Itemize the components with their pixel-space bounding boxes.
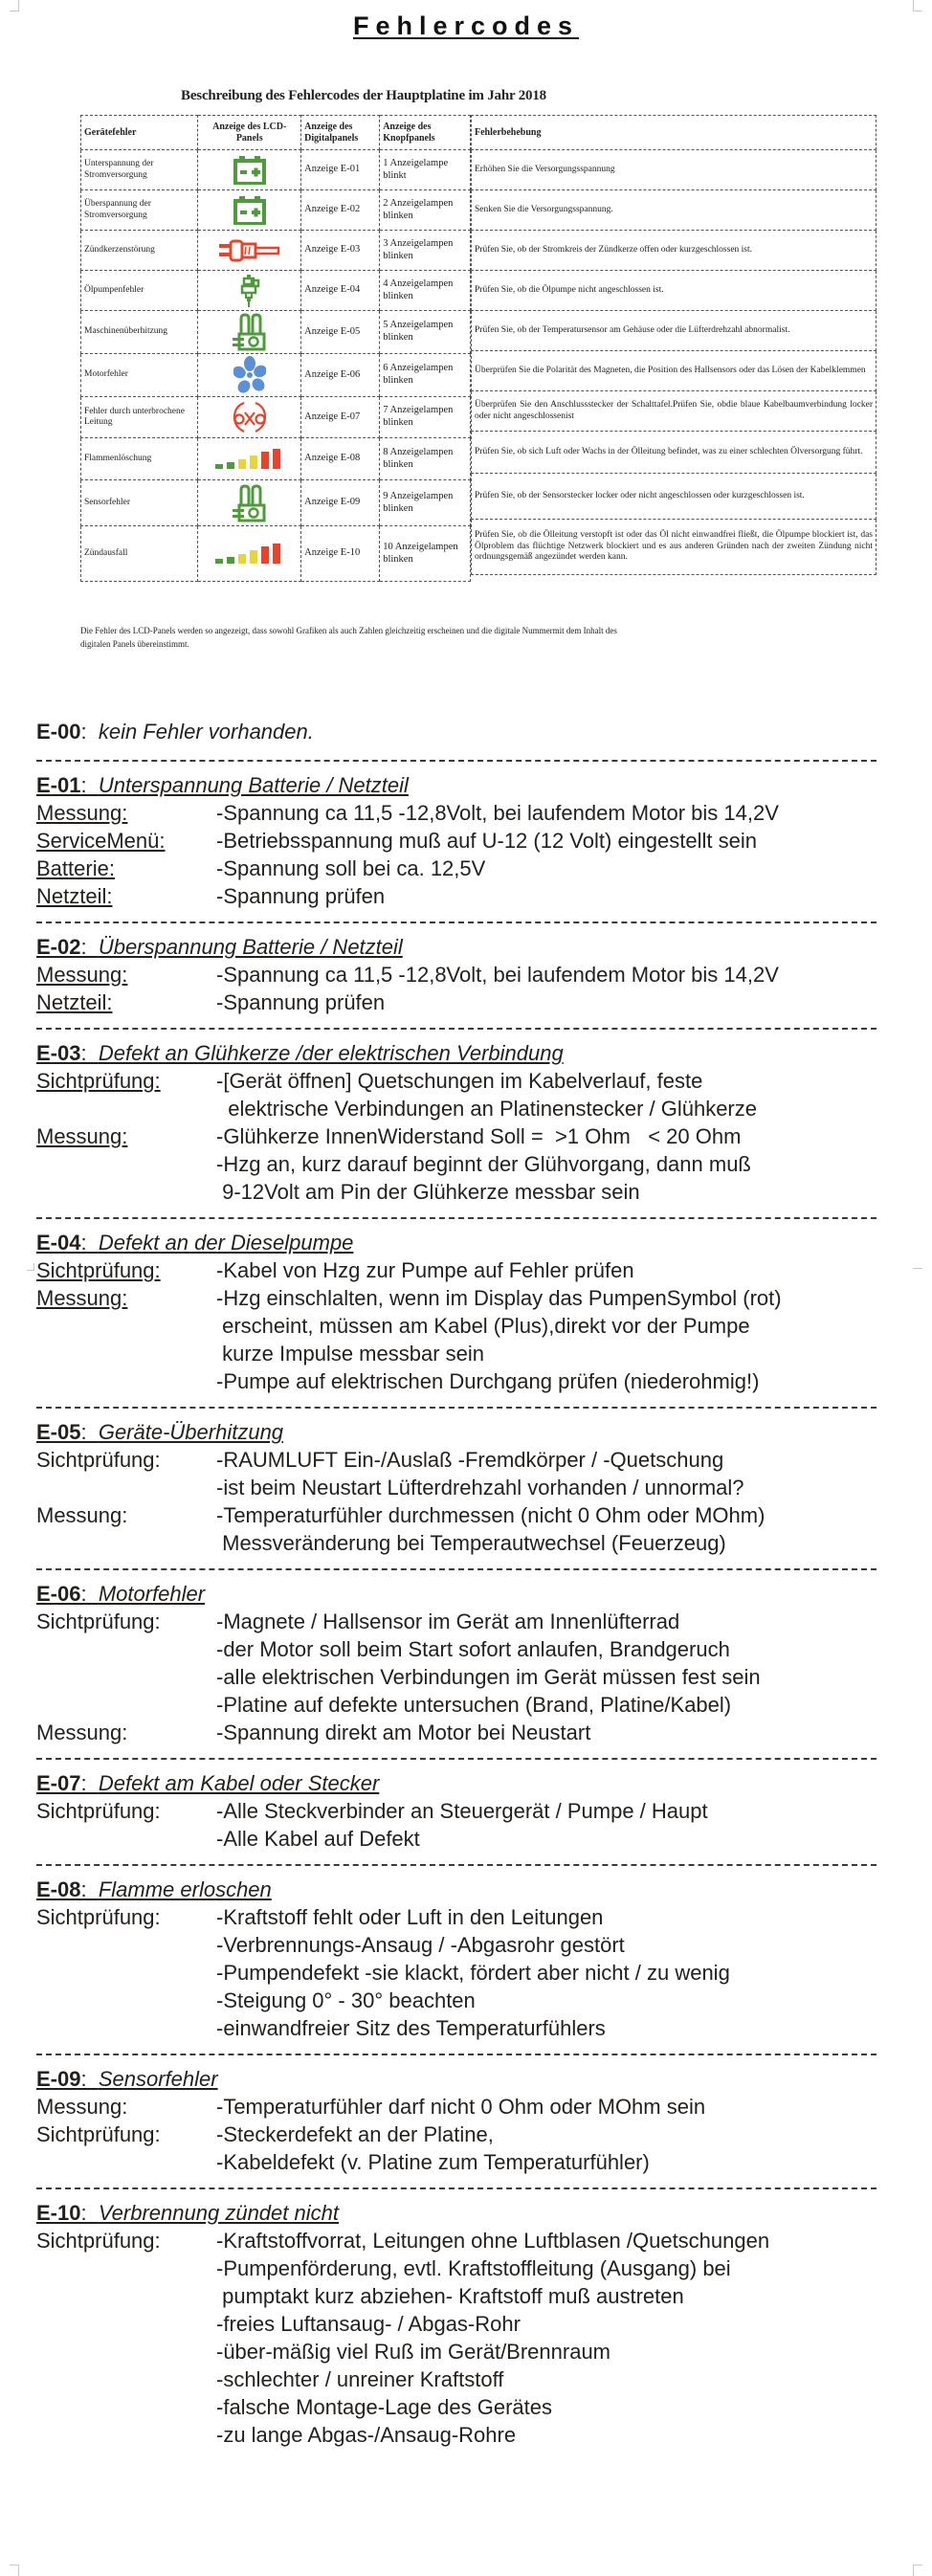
colon: : — [80, 1231, 99, 1255]
dashed-separator — [36, 1217, 877, 1219]
colon: : — [80, 1420, 99, 1444]
detail-label: Messung: — [36, 801, 128, 825]
colon: : — [80, 935, 99, 959]
error-headline — [36, 1769, 898, 1797]
detail-row — [36, 882, 898, 910]
error-title: Flamme erloschen — [98, 1877, 272, 1901]
flame-level-icon — [213, 549, 286, 559]
detail-label-spacer — [36, 1095, 216, 1122]
detail-label-spacer — [36, 1987, 216, 2014]
error-e00 — [36, 720, 314, 744]
fault-cell: Zündausfall — [81, 526, 198, 582]
error-title: kein Fehler vorhanden. — [98, 720, 314, 744]
detail-row — [36, 1178, 898, 1206]
footnote-line: digitalen Panels übereinstimmt. — [80, 639, 189, 650]
page-title — [0, 11, 932, 41]
error-headline — [36, 1418, 898, 1446]
page-corner-mark — [913, 2565, 922, 2576]
detail-label-spacer — [36, 1663, 216, 1691]
detail-text: 9-12Volt am Pin der Glühkerze messbar sein — [216, 1180, 640, 1204]
detail-text: -Spannung prüfen — [216, 884, 386, 908]
detail-label-spacer — [36, 1959, 216, 1987]
detail-row — [36, 2338, 898, 2365]
lcd-icon-cell — [198, 150, 301, 190]
detail-row — [36, 1719, 898, 1746]
detail-label: Batterie: — [36, 856, 115, 880]
error-title: Motorfehler — [98, 1582, 206, 1606]
page-corner-mark — [10, 2565, 19, 2576]
detail-text: -Spannung ca 11,5 -12,8Volt, bei laufendem Motor bis 14,2V — [216, 963, 779, 987]
detail-text: -der Motor soll beim Start sofort anlaufen, Brandgeruch — [216, 1637, 730, 1661]
flame-level-icon — [213, 455, 286, 464]
fault-cell: Fehler durch unterbrochene Leitung — [81, 397, 198, 438]
column-header: Fehlerbehebung — [472, 116, 877, 150]
detail-text: -Hzg einschlalten, wenn im Display das PumpenSymbol (rot) — [216, 1286, 782, 1310]
detail-text: -RAUMLUFT Ein-/Auslaß -Fremdkörper / -Quetschung — [216, 1448, 724, 1472]
detail-row — [36, 799, 898, 827]
detail-row — [36, 1635, 898, 1663]
detail-label: Sichtprüfung: — [36, 1258, 161, 1282]
table-row — [472, 231, 877, 271]
detail-row — [36, 1987, 898, 2014]
detail-row — [36, 2148, 898, 2176]
detail-label-spacer — [36, 1529, 216, 1557]
detail-row — [36, 2310, 898, 2338]
digital-display-cell: Anzeige E-01 — [301, 150, 380, 190]
detail-row — [36, 855, 898, 882]
detail-label-spacer — [36, 1691, 216, 1719]
detail-label: Sichtprüfung: — [36, 1905, 161, 1929]
detail-row — [36, 1501, 898, 1529]
error-code: E-10 — [36, 2201, 81, 2225]
error-code: E-04 — [36, 1231, 81, 1255]
error-headline — [36, 1580, 898, 1608]
table-row — [81, 150, 471, 190]
glow-plug-icon — [219, 246, 280, 255]
detail-text: -Kraftstoffvorrat, Leitungen ohne Luftblasen /Quetschungen — [216, 2229, 770, 2253]
digital-display-cell: Anzeige E-02 — [301, 190, 380, 231]
colon: : — [80, 1771, 99, 1795]
detail-label: Sichtprüfung: — [36, 1799, 161, 1823]
error-section-e-09 — [36, 2065, 898, 2176]
detail-row — [36, 1312, 898, 1340]
detail-row — [36, 988, 898, 1016]
detail-row — [36, 2282, 898, 2310]
detail-text: Messveränderung bei Temperautwechsel (Feuerzeug) — [216, 1531, 726, 1555]
heater-sensor-icon — [231, 327, 269, 337]
scanned-error-table — [38, 84, 880, 677]
table-row — [472, 474, 877, 520]
table-row — [81, 480, 471, 526]
table-row — [81, 526, 471, 582]
fault-cell: Maschinenüberhitzung — [81, 311, 198, 354]
detail-row — [36, 827, 898, 855]
detail-label-spacer — [36, 2014, 216, 2042]
dashed-separator — [36, 1028, 877, 1030]
page-break-mark — [913, 1261, 922, 1269]
detail-label-spacer — [36, 2421, 216, 2449]
detail-row — [36, 1367, 898, 1395]
detail-row — [36, 2121, 898, 2148]
error-code: E-03 — [36, 1041, 81, 1065]
lcd-icon-cell — [198, 231, 301, 271]
fix-cell: Prüfen Sie, ob der Stromkreis der Zündkerze offen oder kurzgeschlossen ist. — [472, 231, 877, 271]
detail-label: Sichtprüfung: — [36, 1610, 161, 1633]
table-row — [472, 432, 877, 474]
dashed-separator — [36, 922, 877, 923]
error-section-e-02 — [36, 933, 898, 1016]
detail-text: -Glühkerze InnenWiderstand Soll = >1 Ohm < 20 Ohm — [216, 1124, 742, 1148]
detail-row — [36, 1095, 898, 1122]
detail-text: -Betriebsspannung muß auf U-12 (12 Volt) eingestellt sein — [216, 829, 757, 853]
detail-label-spacer — [36, 1931, 216, 1959]
lcd-icon-cell — [198, 526, 301, 582]
digital-display-cell: Anzeige E-08 — [301, 438, 380, 480]
table-row — [472, 271, 877, 311]
fix-cell: Prüfen Sie, ob der Sensorstecker locker oder nicht angeschlossen oder kurzgeschlossen ist. — [472, 474, 877, 520]
table-row — [81, 190, 471, 231]
table-row — [81, 397, 471, 438]
detail-label-spacer — [36, 2393, 216, 2421]
error-code: E-08 — [36, 1877, 81, 1901]
error-headline — [36, 1876, 898, 1903]
detail-text: -Platine auf defekte untersuchen (Brand, Platine/Kabel) — [216, 1693, 732, 1717]
heater-sensor-icon — [231, 499, 269, 508]
error-section-e-03 — [36, 1039, 898, 1206]
detail-text: -Steckerdefekt an der Platine, — [216, 2122, 494, 2146]
table-row — [81, 231, 471, 271]
detail-label-spacer — [36, 2338, 216, 2365]
error-title: Unterspannung Batterie / Netzteil — [98, 773, 409, 797]
fix-cell: Erhöhen Sie die Versorgungsspannung — [472, 150, 877, 190]
detail-label-spacer — [36, 1635, 216, 1663]
table-row — [81, 311, 471, 354]
table-row — [81, 354, 471, 397]
detail-text: -über-mäßig viel Ruß im Gerät/Brennraum — [216, 2340, 611, 2364]
dashed-separator — [36, 2054, 877, 2055]
digital-display-cell: Anzeige E-04 — [301, 271, 380, 311]
dashed-separator — [36, 760, 877, 762]
error-title: Defekt am Kabel oder Stecker — [98, 1771, 380, 1795]
detail-text: pumptakt kurz abziehen- Kraftstoff muß austreten — [216, 2284, 684, 2308]
detail-text: -Temperaturfühler darf nicht 0 Ohm oder MOhm sein — [216, 2095, 706, 2119]
detail-row — [36, 1150, 898, 1178]
error-title: Defekt an der Dieselpumpe — [98, 1231, 354, 1255]
detail-row — [36, 1608, 898, 1635]
colon: : — [80, 1041, 99, 1065]
detail-text: -Spannung ca 11,5 -12,8Volt, bei laufendem Motor bis 14,2V — [216, 801, 779, 825]
lcd-icon-cell — [198, 190, 301, 231]
detail-text: -alle elektrischen Verbindungen im Gerät müssen fest sein — [216, 1665, 761, 1689]
error-code: E-05 — [36, 1420, 81, 1444]
detail-label-spacer — [36, 2282, 216, 2310]
column-header: Gerätefehler — [81, 116, 198, 150]
column-header: Anzeige des LCD-Panels — [198, 116, 301, 150]
digital-display-cell: Anzeige E-09 — [301, 480, 380, 526]
error-code: E-06 — [36, 1582, 81, 1606]
digital-display-cell: Anzeige E-06 — [301, 354, 380, 397]
button-panel-cell: 7 Anzeigelampen blinken — [380, 397, 471, 438]
button-panel-cell: 6 Anzeigelampen blinken — [380, 354, 471, 397]
detail-text: -Spannung soll bei ca. 12,5V — [216, 856, 486, 880]
colon: : — [80, 1877, 99, 1901]
error-headline — [36, 771, 898, 799]
error-section-e-05 — [36, 1418, 898, 1557]
detail-label-spacer — [36, 2148, 216, 2176]
fix-column-table — [471, 115, 877, 575]
detail-row — [36, 1067, 898, 1095]
detail-label: Messung: — [36, 963, 128, 987]
detail-row — [36, 1284, 898, 1312]
error-section-e-10 — [36, 2199, 898, 2449]
detail-label: Messung: — [36, 1503, 128, 1527]
colon: : — [80, 2067, 99, 2091]
table-row — [81, 438, 471, 480]
detail-label-spacer — [36, 2254, 216, 2282]
fault-cell: Zündkerzenstörung — [81, 231, 198, 271]
button-panel-cell: 3 Anzeigelampen blinken — [380, 231, 471, 271]
error-headline — [36, 933, 898, 961]
error-code: E-00 — [36, 720, 81, 744]
detail-text: -zu lange Abgas-/Ansaug-Rohre — [216, 2423, 517, 2447]
error-headline — [36, 1229, 898, 1256]
detail-text: -Kabeldefekt (v. Platine zum Temperaturfühler) — [216, 2150, 650, 2174]
detail-label-spacer — [36, 2310, 216, 2338]
detail-text: -Pumpe auf elektrischen Durchgang prüfen (niederohmig!) — [216, 1369, 760, 1393]
detail-label: ServiceMenü: — [36, 829, 166, 853]
dashed-separator — [36, 1864, 877, 1866]
detail-row — [36, 1825, 898, 1853]
detail-label: Messung: — [36, 1721, 128, 1744]
detail-label: Sichtprüfung: — [36, 2229, 161, 2253]
detail-text: -Pumpenförderung, evtl. Kraftstoffleitung (Ausgang) bei — [216, 2256, 731, 2280]
fault-cell: Überspannung der Stromversorgung — [81, 190, 198, 231]
fix-cell: Überprüfen Sie den Anschlussstecker der Schalttafel.Prüfen Sie, obdie blaue Kabelbaumverbindung locker oder nicht angeschlossenist — [472, 391, 877, 432]
detail-text: -Spannung direkt am Motor bei Neustart — [216, 1721, 591, 1744]
digital-display-cell: Anzeige E-05 — [301, 311, 380, 354]
detail-text: -freies Luftansaug- / Abgas-Rohr — [216, 2312, 521, 2336]
button-panel-cell: 9 Anzeigelampen blinken — [380, 480, 471, 526]
detail-text: -Verbrennungs-Ansaug / -Abgasrohr gestört — [216, 1933, 625, 1957]
error-code: E-01 — [36, 773, 81, 797]
table-row — [472, 150, 877, 190]
fix-cell: Prüfen Sie, ob der Temperatursensor am Gehäuse oder die Lüfterdrehzahl abnormalist. — [472, 311, 877, 351]
error-section-e-06 — [36, 1580, 898, 1746]
table-row — [472, 351, 877, 391]
detail-label-spacer — [36, 1178, 216, 1206]
detail-text: kurze Impulse messbar sein — [216, 1342, 484, 1366]
error-title: Verbrennung zündet nicht — [98, 2201, 339, 2225]
detail-row — [36, 1446, 898, 1474]
detail-row — [36, 1797, 898, 1825]
detail-text: -Alle Kabel auf Defekt — [216, 1827, 420, 1851]
page-corner-mark — [10, 0, 19, 11]
detail-label: Sichtprüfung: — [36, 1448, 161, 1472]
lcd-icon-cell — [198, 311, 301, 354]
button-panel-cell: 1 Anzeigelampe blinkt — [380, 150, 471, 190]
table-caption: Beschreibung des Fehlercodes der Hauptplatine im Jahr 2018 — [181, 88, 546, 103]
fault-cell: Unterspannung der Stromversorgung — [81, 150, 198, 190]
detail-text: -falsche Montage-Lage des Gerätes — [216, 2395, 552, 2419]
button-panel-cell: 8 Anzeigelampen blinken — [380, 438, 471, 480]
digital-display-cell: Anzeige E-03 — [301, 231, 380, 271]
detail-text: -Magnete / Hallsensor im Gerät am Innenlüfterrad — [216, 1610, 680, 1633]
detail-text: -einwandfreier Sitz des Temperaturfühlers — [216, 2016, 606, 2040]
error-headline — [36, 2199, 898, 2227]
fault-cell: Ölpumpenfehler — [81, 271, 198, 311]
detail-row — [36, 1691, 898, 1719]
fix-cell: Prüfen Sie, ob die Ölleitung verstopft ist oder das Öl nicht einwandfrei fließt, die Ölpumpe blockiert ist, das Ölproblem das flüchtige Netzwerk blockiert und es aus anderen Gründen nach der zweiten Zündung nicht ordnungsgemäß angezündet werden kann. — [472, 520, 877, 575]
fix-cell: Prüfen Sie, ob die Ölpumpe nicht angeschlossen ist. — [472, 271, 877, 311]
error-code: E-09 — [36, 2067, 81, 2091]
battery-icon — [233, 166, 266, 175]
error-code-table — [80, 115, 471, 582]
detail-text: -ist beim Neustart Lüfterdrehzahl vorhanden / unnormal? — [216, 1476, 744, 1499]
detail-row — [36, 1663, 898, 1691]
detail-label-spacer — [36, 1367, 216, 1395]
dashed-separator — [36, 1568, 877, 1570]
fix-cell: Prüfen Sie, ob sich Luft oder Wachs in der Ölleitung befindet, was zu einer schlechten Ölversorgung führt. — [472, 432, 877, 474]
detail-label-spacer — [36, 1312, 216, 1340]
detail-label-spacer — [36, 1150, 216, 1178]
detail-row — [36, 2093, 898, 2121]
table-row — [472, 520, 877, 575]
page-corner-mark — [913, 0, 922, 11]
detail-row — [36, 1340, 898, 1367]
fault-cell: Sensorfehler — [81, 480, 198, 526]
detail-label-spacer — [36, 1825, 216, 1853]
error-headline — [36, 2065, 898, 2093]
detail-text: -Temperaturfühler durchmessen (nicht 0 Ohm oder MOhm) — [216, 1503, 766, 1527]
page-break-mark — [27, 1263, 34, 1271]
table-footnote — [80, 624, 674, 652]
colon: : — [80, 1582, 99, 1606]
error-section-e-04 — [36, 1229, 898, 1395]
dashed-separator — [36, 1758, 877, 1760]
detail-row — [36, 2421, 898, 2449]
error-section-e-01 — [36, 771, 898, 910]
detail-text: -Hzg an, kurz darauf beginnt der Glühvorgang, dann muß — [216, 1152, 751, 1176]
detail-row — [36, 2014, 898, 2042]
oil-pump-icon — [239, 286, 260, 296]
footnote-line: Die Fehler des LCD-Panels werden so angezeigt, dass sowohl Grafiken als auch Zahlen gleichzeitig erscheinen und die digitale Nummermit dem Inhalt des — [80, 626, 617, 635]
detail-row — [36, 2393, 898, 2421]
detail-text: -Spannung prüfen — [216, 990, 386, 1014]
detail-label: Netzteil: — [36, 990, 113, 1014]
button-panel-cell: 5 Anzeigelampen blinken — [380, 311, 471, 354]
detail-row — [36, 2254, 898, 2282]
detail-text: erscheint, müssen am Kabel (Plus),direkt vor der Pumpe — [216, 1314, 750, 1338]
error-sections — [36, 748, 898, 2449]
detail-label: Netzteil: — [36, 884, 113, 908]
fan-icon — [233, 370, 266, 380]
error-title: Überspannung Batterie / Netzteil — [98, 935, 403, 959]
detail-label: Messung: — [36, 2095, 128, 2119]
button-panel-cell: 4 Anzeigelampen blinken — [380, 271, 471, 311]
error-section-e-08 — [36, 1876, 898, 2042]
lcd-icon-cell — [198, 271, 301, 311]
colon: : — [80, 773, 99, 797]
lcd-icon-cell — [198, 480, 301, 526]
error-title: Sensorfehler — [98, 2067, 218, 2091]
detail-row — [36, 2365, 898, 2393]
detail-label: Sichtprüfung: — [36, 1069, 161, 1093]
detail-label-spacer — [36, 2365, 216, 2393]
detail-row — [36, 2227, 898, 2254]
detail-row — [36, 1474, 898, 1501]
table-row — [81, 271, 471, 311]
page-title-text: Fehlercodes — [352, 11, 580, 40]
detail-row — [36, 1959, 898, 1987]
detail-text: -Steigung 0° - 30° beachten — [216, 1988, 476, 2012]
detail-text: -Alle Steckverbinder an Steuergerät / Pumpe / Haupt — [216, 1799, 708, 1823]
table-row — [472, 190, 877, 231]
detail-text: -[Gerät öffnen] Quetschungen im Kabelverlauf, feste — [216, 1069, 703, 1093]
error-title: Defekt an Glühkerze /der elektrischen Verbindung — [98, 1041, 564, 1065]
dashed-separator — [36, 1407, 877, 1409]
detail-text: -Kabel von Hzg zur Pumpe auf Fehler prüfen — [216, 1258, 634, 1282]
detail-text: -Pumpendefekt -sie klackt, fördert aber nicht / zu wenig — [216, 1961, 730, 1985]
detail-text: -Kraftstoff fehlt oder Luft in den Leitungen — [216, 1905, 604, 1929]
detail-row — [36, 1256, 898, 1284]
detail-text: elektrische Verbindungen an Platinenstecker / Glühkerze — [216, 1097, 757, 1121]
broken-wire-icon — [231, 412, 269, 422]
detail-row — [36, 1931, 898, 1959]
lcd-icon-cell — [198, 354, 301, 397]
error-section-e-07 — [36, 1769, 898, 1853]
battery-icon — [233, 206, 266, 215]
detail-row — [36, 1903, 898, 1931]
digital-display-cell: Anzeige E-10 — [301, 526, 380, 582]
detail-label: Sichtprüfung: — [36, 2122, 161, 2146]
dashed-separator — [36, 2187, 877, 2189]
error-code: E-02 — [36, 935, 81, 959]
detail-text: -schlechter / unreiner Kraftstoff — [216, 2367, 504, 2391]
table-header-row — [472, 116, 877, 150]
detail-row — [36, 961, 898, 988]
lcd-icon-cell — [198, 397, 301, 438]
detail-label-spacer — [36, 1474, 216, 1501]
fault-cell: Motorfehler — [81, 354, 198, 397]
detail-label: Messung: — [36, 1124, 128, 1148]
button-panel-cell: 2 Anzeigelampen blinken — [380, 190, 471, 231]
detail-row — [36, 1122, 898, 1150]
fault-cell: Flammenlöschung — [81, 438, 198, 480]
colon: : — [80, 2201, 99, 2225]
column-header: Anzeige des Knopfpanels — [380, 116, 471, 150]
detail-label: Messung: — [36, 1286, 128, 1310]
detail-row — [36, 1529, 898, 1557]
button-panel-cell: 10 Anzeigelampen blinken — [380, 526, 471, 582]
fix-cell: Senken Sie die Versorgungsspannung. — [472, 190, 877, 231]
fix-cell: Überprüfen Sie die Polarität des Magneten, die Position des Hallsensors oder das Lösen der Kabelklemmen — [472, 351, 877, 391]
colon: : — [80, 720, 99, 744]
lcd-icon-cell — [198, 438, 301, 480]
error-headline — [36, 1039, 898, 1067]
error-code: E-07 — [36, 1771, 81, 1795]
error-title: Geräte-Überhitzung — [98, 1420, 284, 1444]
digital-display-cell: Anzeige E-07 — [301, 397, 380, 438]
table-row — [472, 391, 877, 432]
table-row — [472, 311, 877, 351]
column-header: Anzeige des Digitalpanels — [301, 116, 380, 150]
detail-label-spacer — [36, 1340, 216, 1367]
table-header-row — [81, 116, 471, 150]
